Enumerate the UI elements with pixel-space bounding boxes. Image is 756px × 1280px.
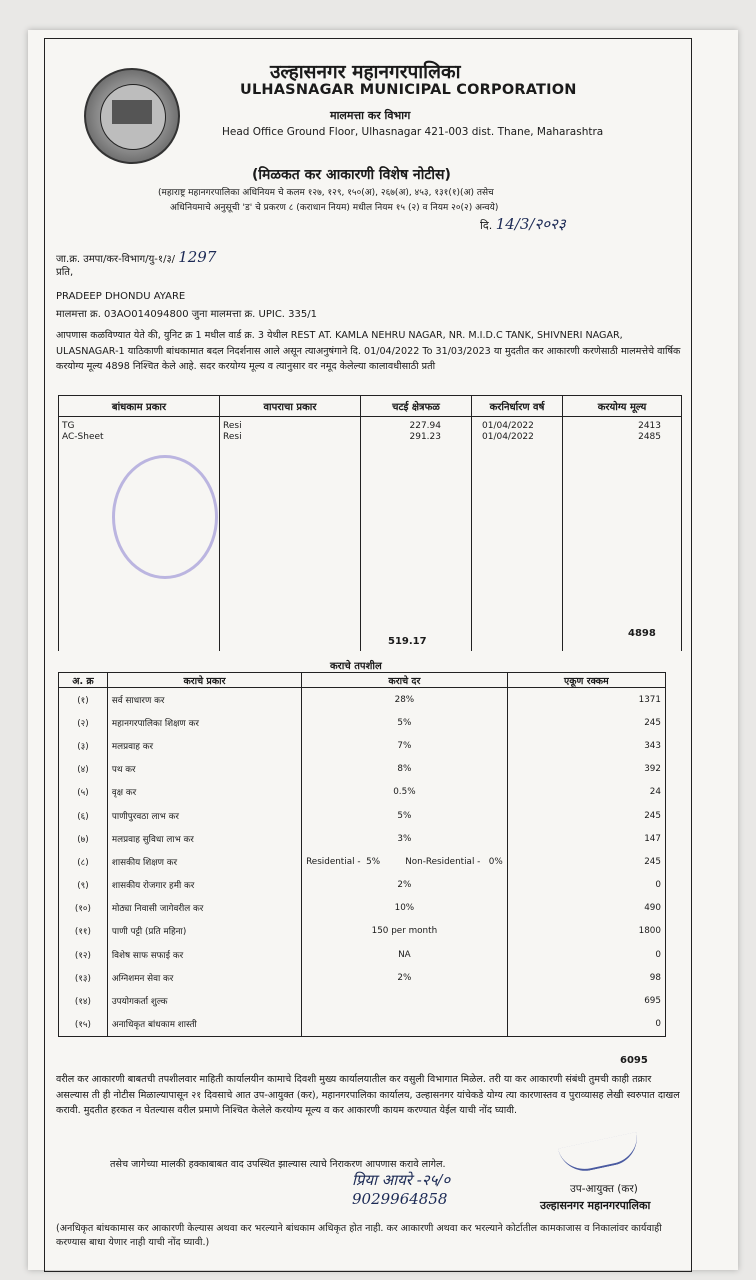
table-row: (२) महानगरपालिका शिक्षण कर 5% 245 (59, 711, 666, 734)
property-number-line: मालमत्ता क्र. 03AO014094800 जुना मालमत्ता क्र. UPIC. 335/1 (56, 309, 317, 320)
table-row: (९) शासकीय रोजगार हमी कर 2% 0 (59, 874, 666, 897)
assessment-paragraph: आपणास कळविण्यात येते की, युनिट क्र 1 मधील वार्ड क्र. 3 येथील REST AT. KAMLA NEHRU NAGAR, NR. M.I.D.C TANK, SHIVNERI NAGAR, ULASNAGAR-1 याठिकाणी बांधकामात बदल निदर्शनास आले असून त्याअनुषंगाने दि. 01/04/2022 To 31/03/2023 या मुदतीत कर आकारणी करणेसाठी मालमत्तेचे वार्षिक करयोग्य मूल्य 4898 निश्चित केले आहे. सदर करयोग्य मूल्य व त्यानुसार वर नमूद केलेल्या कालावधीसाठी प्रती (56, 330, 681, 372)
table-row: (१४) उपयोगकर्ता शुल्क 695 (59, 989, 666, 1012)
corporation-logo-icon (84, 68, 180, 164)
table-row: (७) मलप्रवाह सुविधा लाभ कर 3% 147 (59, 827, 666, 850)
info-paragraph: वरील कर आकारणी बाबतची तपशीलवार माहिती कार्यालयीन कामाचे दिवशी मुख्य कार्यालयातील कर वसुली विभागात मिळेल. तरी या कर आकारणी संबंधी तुमची काही तक्रार असल्यास ती ही नोटीस मिळाल्यापासून २१ दिवसाचे आत उप-आयुक्त (कर), महानगरपालिका कार्यालय, उल्हासनगर यांचेकडे योग्य त्या कारणास्तव व पुराव्यासह लेखी स्वरुपात दाखल करावी. मुदतीत हरकत न घेतल्यास वरील प्रमाणे निश्चित केलेले करयोग्य मूल्य व कर आकारणी कायम करण्यात येईल याची नोंद घ्यावी. (56, 1074, 680, 1116)
col-assessment-year: करनिर्धारण वर्ष (472, 396, 563, 417)
table-row: (११) पाणी पट्टी (प्रति महिना) 150 per month 1800 (59, 920, 666, 943)
col-tax-rate: कराचे दर (302, 673, 508, 688)
table-row: (१) सर्व साधारण कर 28% 1371 (59, 688, 666, 712)
law-reference-line-2: अधिनियमाचे अनुसूची 'ड' चे प्रकरण ८ (कराधान नियम) मधील नियम १५ (२) व नियम २०(२) अन्वये) (170, 203, 499, 213)
notice-date: दि. 14/3/२०२३ (480, 215, 566, 233)
org-title-marathi: उल्हासनगर महानगरपालिका (270, 61, 461, 83)
table-row: (१२) विशेष साफ सफाई कर NA 0 (59, 943, 666, 966)
col-carpet-area: चटई क्षेत्रफळ (361, 396, 472, 417)
signatory-organization: उल्हासनगर महानगरपालिका (540, 1199, 651, 1212)
col-usage-type: वापराचा प्रकार (220, 396, 361, 417)
org-title-english: ULHASNAGAR MUNICIPAL CORPORATION (240, 82, 577, 98)
table-row: (४) पथ कर 8% 392 (59, 758, 666, 781)
col-total-amount: एकूण रक्कम (507, 673, 665, 688)
table-row: (३) मलप्रवाह कर 7% 343 (59, 734, 666, 757)
col-tax-type: कराचे प्रकार (107, 673, 301, 688)
law-reference-line-1: (महाराष्ट्र महानगरपालिका अधिनियम चे कलम १२७, १२९, १५०(अ), २६७(अ), ४५३, १३१(१)(अ) तसेच (158, 188, 494, 198)
cell-value: 2413 2485 (563, 417, 682, 651)
signatory-designation: उप-आयुक्त (कर) (570, 1183, 638, 1195)
total-area: 519.17 (388, 636, 427, 647)
table-row: (५) वृक्ष कर 0.5% 24 (59, 781, 666, 804)
cell-usage: Resi Resi (220, 417, 361, 651)
col-serial: अ. क्र (59, 673, 108, 688)
table-row: (१०) मोठ्या निवासी जागेवरील कर 10% 490 (59, 897, 666, 920)
office-address: Head Office Ground Floor, Ulhasnagar 421-003 dist. Thane, Maharashtra (222, 126, 604, 138)
grand-total-amount: 6095 (620, 1055, 648, 1066)
reference-number: जा.क्र. उमपा/कर-विभाग/यु-१/३/ 1297 (56, 248, 217, 266)
cell-year: 01/04/2022 01/04/2022 (472, 417, 563, 651)
handwritten-note: प्रिया आयरे -२५/० 9029964858 (352, 1171, 451, 1208)
ownership-paragraph: तसेच जागेच्या मालकी हक्काबाबत वाद उपस्थित झाल्यास त्याचे निराकरण आपणास करावे लागेल. (110, 1159, 446, 1170)
cell-area: 227.94 291.23 (361, 417, 472, 651)
recipient-label: प्रति, (56, 267, 74, 278)
table-row: (१५) अनाधिकृत बांधकाम शास्ती 0 (59, 1013, 666, 1037)
cell-construction: TG AC-Sheet (59, 417, 220, 651)
table-row: (६) पाणीपुरवठा लाभ कर 5% 245 (59, 804, 666, 827)
table-row: (१३) अग्निशमन सेवा कर 2% 98 (59, 966, 666, 989)
col-taxable-value: करयोग्य मूल्य (563, 396, 682, 417)
tax-table (58, 672, 666, 1037)
notice-title: (मिळकत कर आकारणी विशेष नोटीस) (252, 167, 451, 183)
footer-disclaimer: (अनधिकृत बांधकामास कर आकारणी केल्यास अथवा कर भरल्याने बांधकाम अधिकृत होत नाही. कर आकारणी अथवा कर भरल्याने कोर्टातील कामकाजास व निकालांवर कार्यवाही करण्यास बाधा येणार नाही याची नोंद घ्यावी.) (56, 1223, 662, 1248)
office-stamp-icon (112, 455, 218, 579)
tax-details-title: कराचे तपशील (330, 661, 382, 672)
total-taxable-value: 4898 (628, 628, 656, 639)
table-row: (८) शासकीय शिक्षण कर Residential - 5% Non-Residential - 0% 245 (59, 850, 666, 873)
owner-name: PRADEEP DHONDU AYARE (56, 291, 186, 302)
department-label: मालमत्ता कर विभाग (330, 109, 411, 122)
col-construction-type: बांधकाम प्रकार (59, 396, 220, 417)
